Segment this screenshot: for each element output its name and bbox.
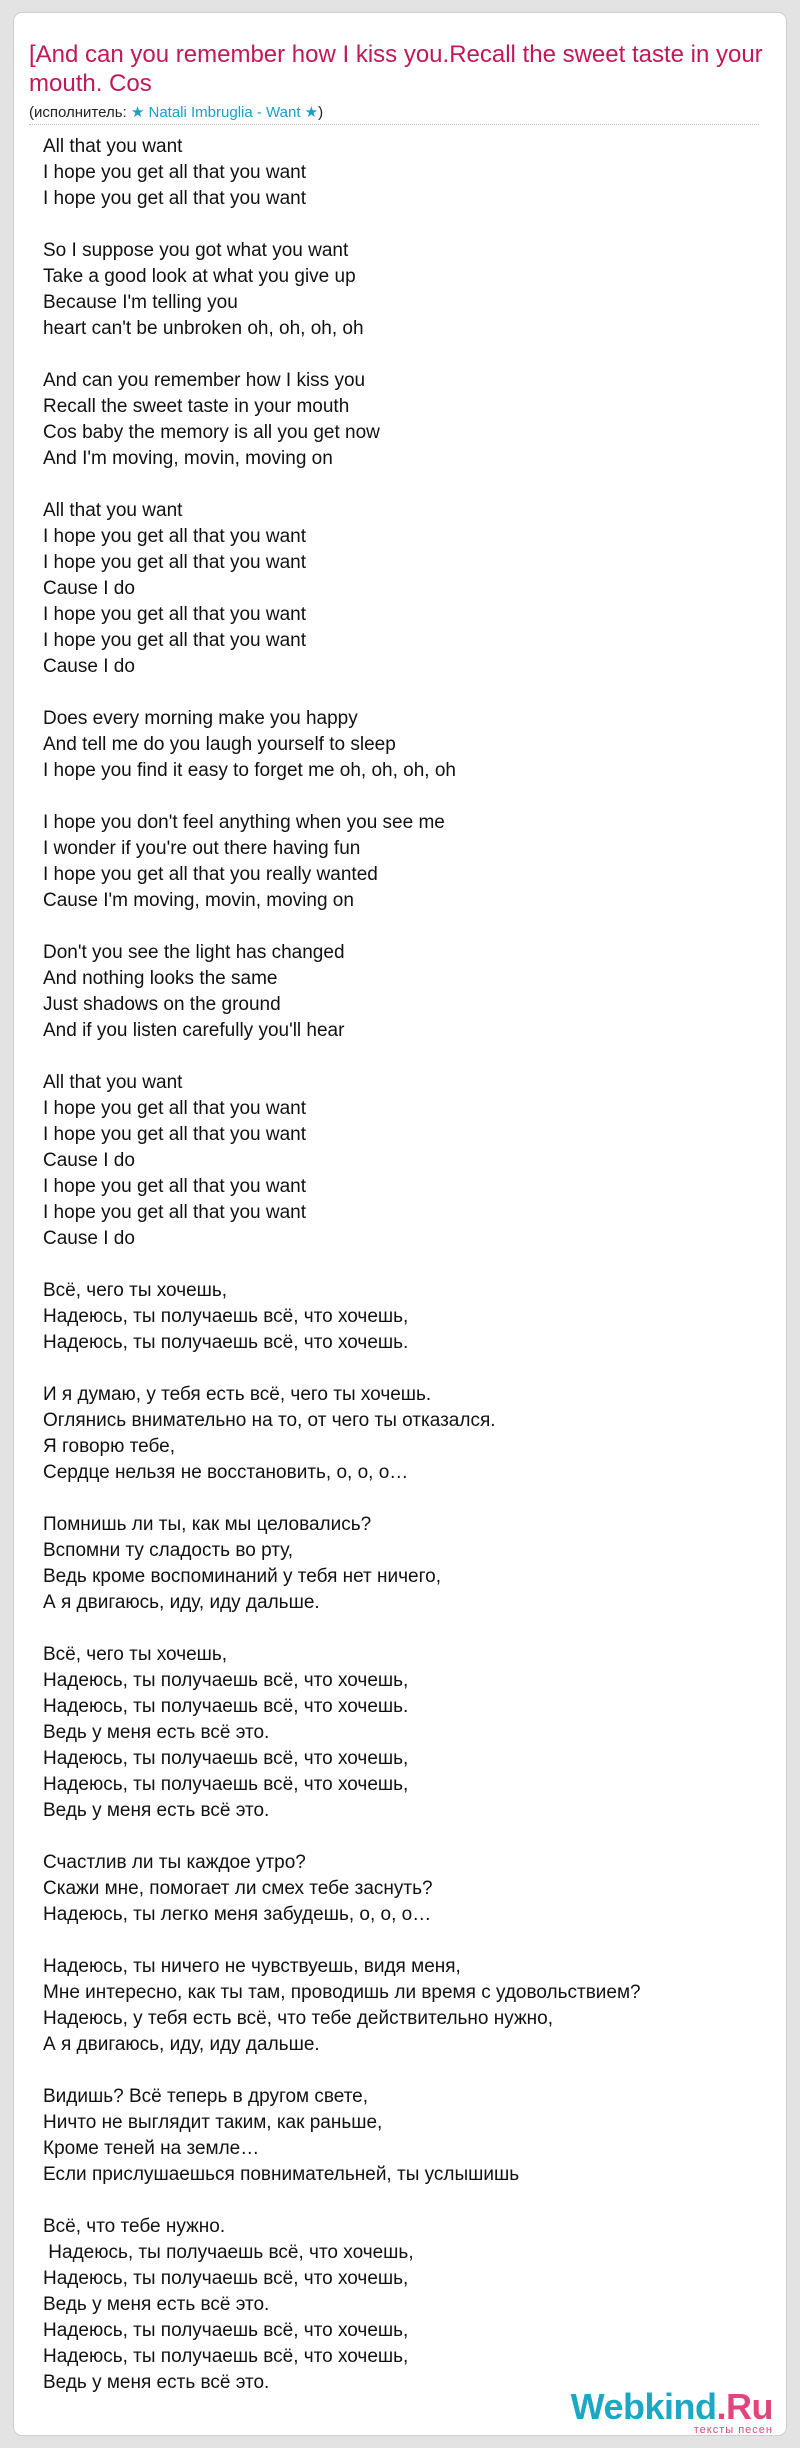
brand-tld: .Ru xyxy=(716,2386,773,2427)
byline-suffix: ) xyxy=(318,104,324,121)
artist-link[interactable]: ★ Natali Imbruglia - Want ★ xyxy=(130,104,319,121)
artist-byline xyxy=(29,103,323,121)
title-divider xyxy=(29,124,759,125)
brand-name: Webkind xyxy=(570,2386,717,2427)
byline-prefix: (исполнитель: xyxy=(29,104,131,121)
song-title: [And can you remember how I kiss you.Recall the sweet taste in your mouth. Cos xyxy=(29,41,763,97)
webkind-logo[interactable] xyxy=(571,2388,773,2436)
lyrics-text: All that you want I hope you get all that you want I hope you get all that you want So I suppose you got what you want Take a good look at what you give up Because I'm telling you heart can't be unbroken oh, oh, oh, oh And can you remember how I kiss you Recall the sweet taste in your mouth Cos baby the memory is all you get now And I'm moving, movin, moving on All that you want I hope you get all that you want I hope you get all that you want Cause I do I hope you get all that you want I hope you get all that you want Cause I do Does every morning make you happy And tell me do you laugh yourself to sleep I hope you find it easy to forget me oh, oh, oh, oh I hope you don't feel anything when you see me I wonder if you're out there having fun I hope you get all that you really wanted Cause I'm moving, movin, moving on Don't you see the light has changed And nothing looks the same Just shadows on the ground And if you listen carefully you'll hear All that you want I hope you get all that you want I hope you get all that you want Cause I do I hope you get all that you want I hope you get all that you want Cause I do Всё, чего ты хочешь, Надеюсь, ты получаешь всё, что хочешь, Надеюсь, ты получаешь всё, что хочешь. И я думаю, у тебя есть всё, чего ты хочешь. Оглянись внимательно на то, от чего ты отказался. Я говорю тебе, Сердце нельзя не восстановить, о, о, о… Помнишь ли ты, как мы целовались? Вспомни ту сладость во рту, Ведь кроме воспоминаний у тебя нет ничего, А я двигаюсь, иду, иду дальше. Всё, чего ты хочешь, Надеюсь, ты получаешь всё, что хочешь, Надеюсь, ты получаешь всё, что хочешь. Ведь у меня есть всё это. Надеюсь, ты получаешь всё, что хочешь, Надеюсь, ты получаешь всё, что хочешь, Ведь у меня есть всё это. Счастлив ли ты каждое утро? Скажи мне, помогает ли смех тебе заснуть? Надеюсь, ты легко меня забудешь, о, о, о… Надеюсь, ты ничего не чувствуешь, видя меня, Мне интересно, как ты там, проводишь ли время с удовольствием? Надеюсь, у тебя есть всё, что тебе действительно нужно, А я двигаюсь, иду, иду дальше. Видишь? Всё теперь в другом свете, Ничто не выглядит таким, как раньше, Кроме теней на земле… Если прислушаешься повнимательней, ты услышишь Всё, что тебе нужно. Надеюсь, ты получаешь всё, что хочешь, Надеюсь, ты получаешь всё, что хочешь, Ведь у меня есть всё это. Надеюсь, ты получаешь всё, что хочешь, Надеюсь, ты получаешь всё, что хочешь, Ведь у меня есть всё это. xyxy=(43,136,641,2393)
brand-tagline: тексты песен xyxy=(693,2424,773,2436)
